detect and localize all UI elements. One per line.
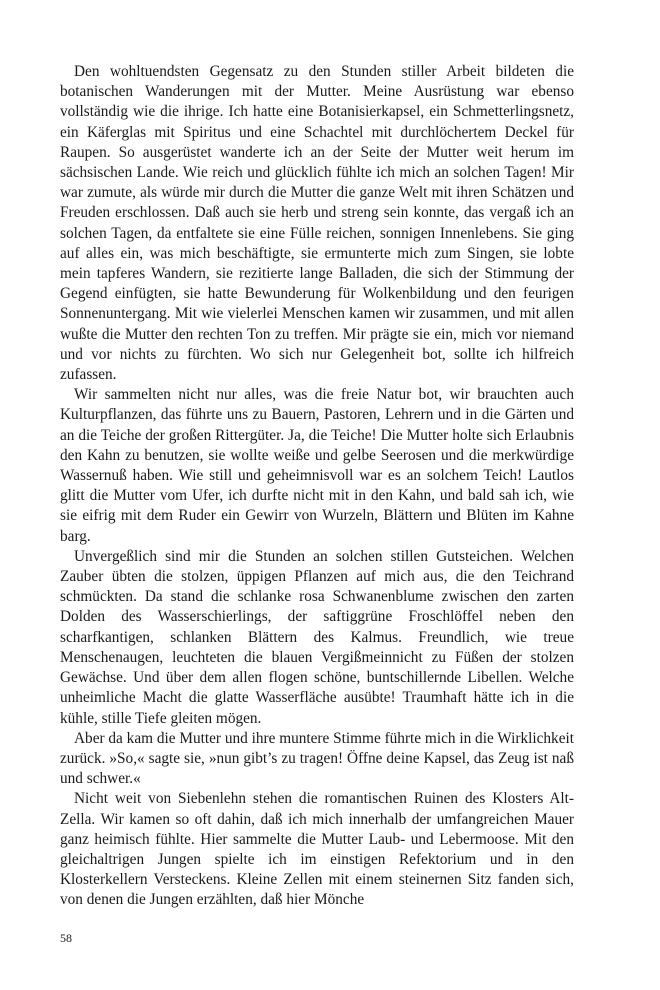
- paragraph: Unvergeßlich sind mir die Stunden an solchen stillen Gutsteichen. Welchen Zauber übten die stolzen, üppigen Pflanzen auf mich aus, die den Teichrand schmückten. Da stand die schlanke rosa Schwanenblume zwischen den zarten Dolden des Wasserschierlings, der saftiggrüne Froschlöffel neben den scharfkantigen, schlanken Blättern des Kalmus. Freundlich, wie treue Menschenaugen, leuchteten die blauen Vergißmeinnicht zu Füßen der stolzen Gewächse. Und über dem allen flogen schöne, buntschillernde Libellen. Welche unheimliche Macht die glatte Wasserfläche ausübte! Traumhaft hätte ich in die kühle, stille Tiefe gleiten mögen.: [60, 547, 574, 727]
- page-number: 58: [60, 931, 72, 945]
- paragraph: Aber da kam die Mutter und ihre muntere Stimme führte mich in die Wirklichkeit zurück. »So,« sagte sie, »nun gibt’s zu tragen! Öffne deine Kapsel, das Zeug ist naß und schwer.«: [60, 729, 574, 788]
- paragraph: Wir sammelten nicht nur alles, was die freie Natur bot, wir brauchten auch Kulturpflanzen, das führte uns zu Bauern, Pastoren, Lehrern und in die Gärten und an die Teiche der großen Rittergüter. Ja, die Teiche! Die Mutter holte sich Erlaubnis den Kahn zu benutzen, sie wollte weiße und gelbe Seerosen und die merkwürdige Wassernuß haben. Wie still und geheimnisvoll war es an solchem Teich! Lautlos glitt die Mutter vom Ufer, ich durfte nicht mit in den Kahn, und bald sah ich, wie sie eifrig mit dem Ruder ein Gewirr von Wurzeln, Blättern und Blüten im Kahne barg.: [60, 386, 574, 545]
- body-text: [60, 62, 574, 911]
- paragraph: Den wohltuendsten Gegensatz zu den Stunden stiller Arbeit bildeten die botanischen Wanderungen mit der Mutter. Meine Ausrüstung war ebenso vollständig wie die ihrige. Ich hatte eine Botanisierkapsel, ein Schmetterlingsnetz, ein Käferglas mit Spiritus und eine Schachtel mit durchlöchertem Deckel für Raupen. So ausgerüstet wanderte ich an der Seite der Mutter weit herum im sächsischen Lande. Wie reich und glücklich fühlte ich mich an solchen Tagen! Mir war zumute, als würde mir durch die Mutter die ganze Welt mit ihren Schätzen und Freuden erschlossen. Daß auch sie herb und streng sein konnte, das vergaß ich an solchen Tagen, da entfaltete sie eine Fülle reichen, sonnigen Innenlebens. Sie ging auf alles ein, was mich beschäftigte, sie ermunterte mich zum Singen, sie lobte mein tapferes Wandern, sie rezitierte lange Balladen, die sich der Stimmung der Gegend einfügten, sie hatte Bewunderung für Wolkenbildung und den feurigen Sonnenuntergang. Mit wie vielerlei Menschen kamen wir zusammen, und mit allen wußte die Mutter den rechten Ton zu treffen. Mir prägte sie ein, mich vor niemand und vor nichts zu fürchten. Wo sich nur Gelegenheit bot, sollte ich hilfreich zufassen.: [60, 63, 574, 384]
- paragraph: Nicht weit von Siebenlehn stehen die romantischen Ruinen des Klosters Alt-Zella. Wir kamen so oft dahin, daß ich mich innerhalb der umfangreichen Mauer ganz heimisch fühlte. Hier sammelte die Mutter Laub- und Lebermoose. Mit den gleichaltrigen Jungen spielte ich im einstigen Refektorium und in den Klosterkellern Versteckens. Kleine Zellen mit einem steinernen Sitz fanden sich, von denen die Jungen erzählten, daß hier Mönche: [60, 790, 574, 909]
